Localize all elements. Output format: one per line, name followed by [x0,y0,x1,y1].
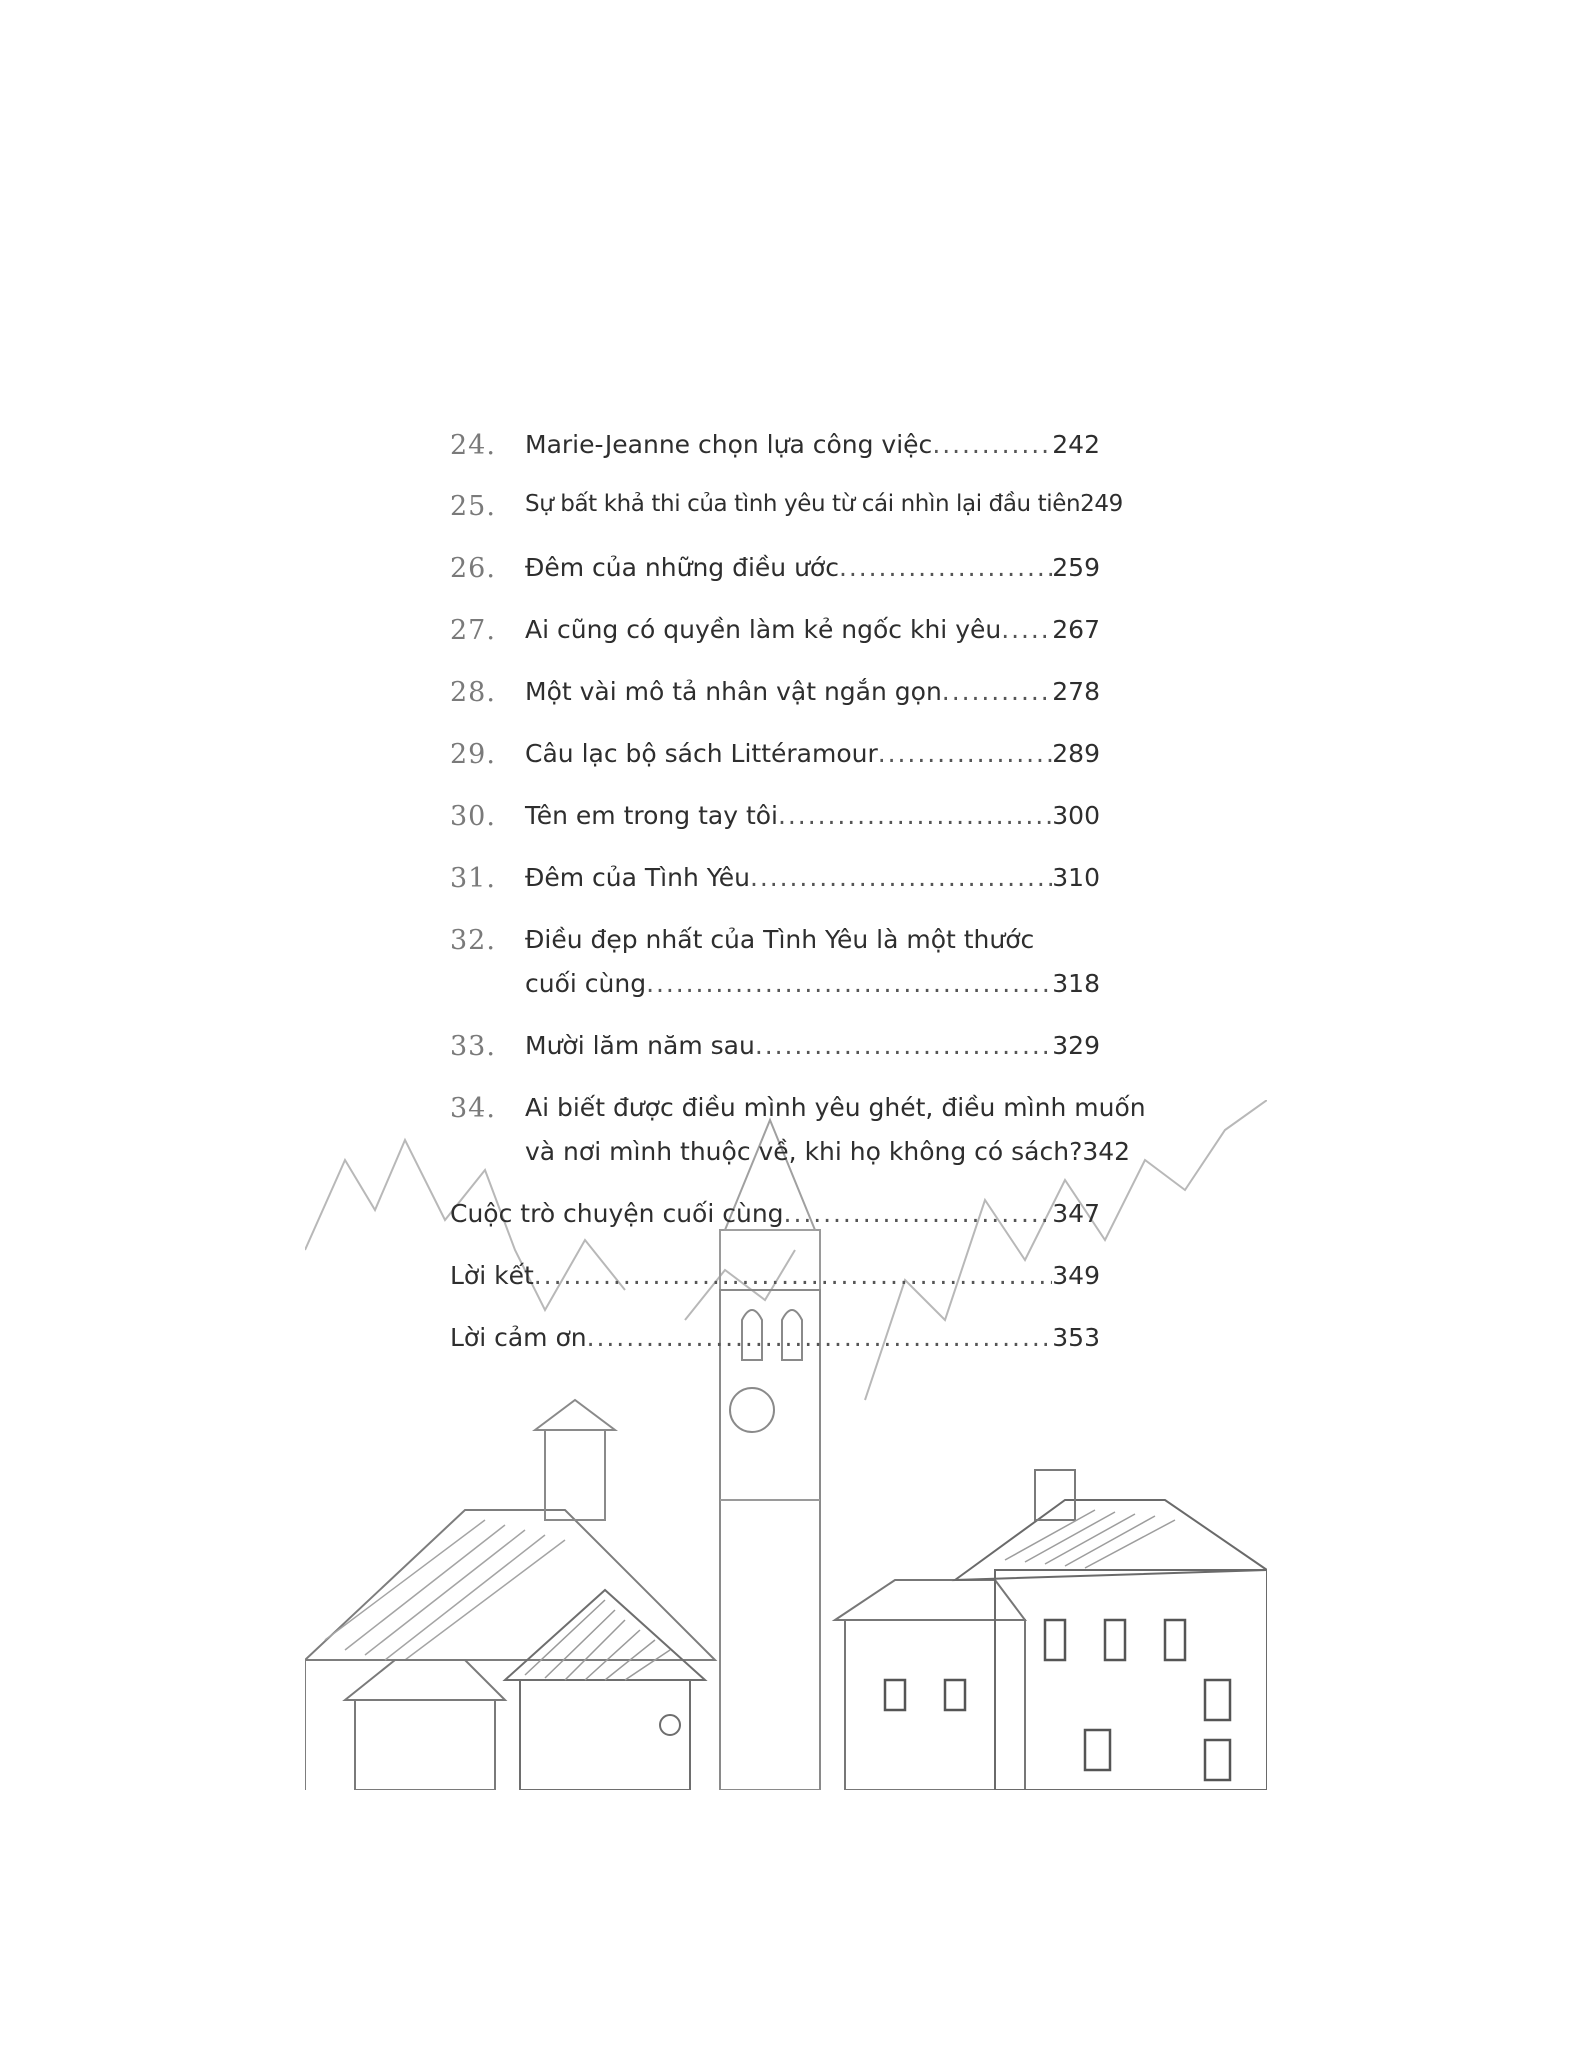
dot-leader [755,1031,1052,1060]
dot-leader [839,553,1052,582]
chapter-title: Đêm của những điều ước [525,553,839,582]
chapter-title: Một vài mô tả nhân vật ngắn gọn [525,677,942,706]
chapter-number: 29. [450,739,496,770]
dot-leader [878,739,1053,768]
page-number: 347 [1052,1199,1100,1228]
chapter-title: Đêm của Tình Yêu [525,863,750,892]
page-number: 318 [1052,969,1100,998]
section-title: Cuộc trò chuyện cuối cùng [450,1199,784,1228]
page-number: 249 [1080,491,1123,517]
chapter-number: 27. [450,615,496,646]
chapter-title-line1: Ai biết được điều mình yêu ghét, điều mình muốn [525,1093,1146,1122]
dot-leader [1001,615,1052,644]
page-number: 278 [1052,677,1100,706]
chapter-number: 28. [450,677,496,708]
dot-leader [750,863,1052,892]
section-title: Lời cảm ơn [450,1323,587,1352]
page-number: 310 [1052,863,1100,892]
page-number: 289 [1052,739,1100,768]
chapter-number: 32. [450,925,496,956]
dot-leader [646,969,1052,998]
chapter-title: Câu lạc bộ sách Littéramour [525,739,878,768]
page-number: 329 [1052,1031,1100,1060]
dot-leader [587,1323,1053,1352]
chapter-number: 26. [450,553,496,584]
chapter-title-line1: Điều đẹp nhất của Tình Yêu là một thước [525,925,1035,954]
dot-leader [778,801,1052,830]
chapter-number: 24. [450,430,496,461]
chapter-number: 31. [450,863,496,894]
page-number: 242 [1052,430,1100,459]
dot-leader [932,430,1052,459]
chapter-number: 33. [450,1031,496,1062]
chapter-title-line2: cuối cùng [525,969,647,998]
chapter-title: Mười lăm năm sau [525,1031,755,1060]
page-number: 300 [1052,801,1100,830]
page-number: 259 [1052,553,1100,582]
chapter-number: 30. [450,801,496,832]
dot-leader [942,677,1052,706]
page-number: 267 [1052,615,1100,644]
chapter-title: Tên em trong tay tôi [525,801,779,830]
chapter-title: Ai cũng có quyền làm kẻ ngốc khi yêu [525,615,1002,644]
page-number: 353 [1052,1323,1100,1352]
dot-leader [534,1261,1053,1290]
chapter-title-line2: và nơi mình thuộc về, khi họ không có sách? [525,1137,1083,1166]
page-number: 342 [1082,1137,1131,1166]
chapter-title: Sự bất khả thi của tình yêu từ cái nhìn lại đầu tiên [525,491,1081,517]
section-title: Lời kết [450,1261,534,1290]
chapter-number: 34. [450,1093,496,1124]
chapter-number: 25. [450,491,496,522]
page-number: 349 [1052,1261,1100,1290]
dot-leader [784,1199,1053,1228]
chapter-title: Marie-Jeanne chọn lựa công việc [525,430,933,459]
